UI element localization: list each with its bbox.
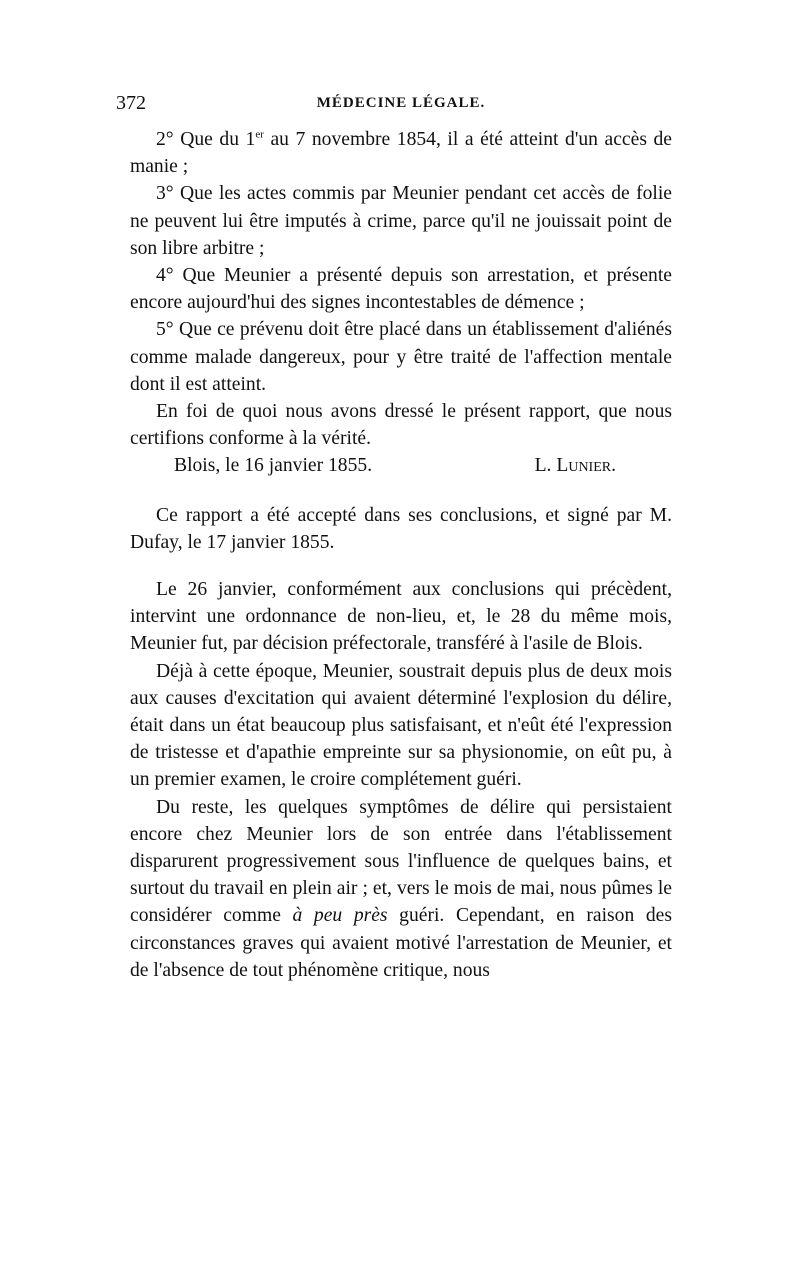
paragraph-non-lieu: Le 26 janvier, conformément aux conclusions qui précèdent, intervint une ordonnance de non-lieu, et, le 28 du même mois, Meunier fut, par décision préfectorale, transféré à l'asile de Blois. bbox=[130, 579, 672, 655]
paragraph-conclusion-2: 2° Que du 1er au 7 novembre 1854, il a été atteint d'un accès de manie ; bbox=[130, 128, 672, 178]
paragraph-conclusion-4: 4° Que Meunier a présenté depuis son arrestation, et présente encore aujourd'hui des signes incontestables de démence ; bbox=[130, 265, 672, 314]
paragraph-conclusion-3: 3° Que les actes commis par Meunier pendant cet accès de folie ne peuvent lui être imputés à crime, parce qu'il ne jouissait point de son libre arbitre ; bbox=[130, 183, 672, 259]
page-body bbox=[130, 126, 672, 984]
paragraph-conclusion-5: 5° Que ce prévenu doit être placé dans un établissement d'aliénés comme malade dangereux, pour y être traité de l'affection mentale dont il est atteint. bbox=[130, 319, 672, 395]
paragraph-symptoms: Du reste, les quelques symptômes de délire qui persistaient encore chez Meunier lors de son entrée dans l'établissement disparurent progressivement sous l'influence de quelques bains, et surtout du travail en plein air ; et, vers le mois de mai, nous pûmes le considérer comme à peu près guéri. Cependant, en raison des circonstances graves qui avaient motivé l'arrestation de Meunier, et de l'absence de tout phénomène critique, nous bbox=[130, 796, 672, 981]
page-number: 372 bbox=[116, 92, 146, 114]
signature-name: L. Lunier. bbox=[534, 455, 616, 477]
paragraph-attestation: En foi de quoi nous avons dressé le présent rapport, que nous certifions conforme à la vérité. bbox=[130, 401, 672, 450]
paragraph-report-accepted: Ce rapport a été accepté dans ses conclusions, et signé par M. Dufay, le 17 janvier 1855. bbox=[130, 504, 672, 553]
signature-place-date: Blois, le 16 janvier 1855. bbox=[174, 455, 373, 477]
signature-line bbox=[130, 452, 672, 479]
running-title: MÉDECINE LÉGALE. bbox=[316, 95, 486, 111]
paragraph-condition: Déjà à cette époque, Meunier, soustrait depuis plus de deux mois aux causes d'excitation qui avaient déterminé l'explosion du délire, était dans un état beaucoup plus satisfaisant, et n'eût été l'expression de tristesse et d'apathie empreinte sur sa physionomie, on eût pu, à un premier examen, le croire complétement guéri. bbox=[130, 660, 672, 791]
page-header bbox=[116, 92, 672, 120]
